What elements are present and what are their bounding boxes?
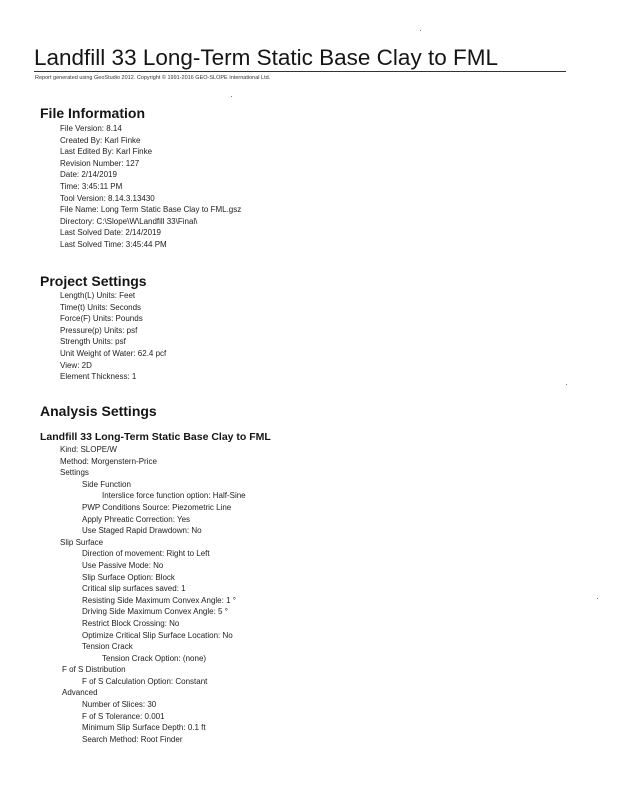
setting-line: PWP Conditions Source: Piezometric Line xyxy=(82,502,232,512)
property-line: Revision Number: 127 xyxy=(60,158,140,168)
file-information-list xyxy=(60,123,241,251)
setting-line: Direction of movement: Right to Left xyxy=(82,549,210,559)
property-line: Time: 3:45:11 PM xyxy=(60,181,123,191)
setting-line: Minimum Slip Surface Depth: 0.1 ft xyxy=(82,723,206,733)
setting-line: F of S Distribution xyxy=(62,665,126,675)
setting-line: Kind: SLOPE/W xyxy=(60,445,117,454)
setting-line: F of S Calculation Option: Constant xyxy=(82,676,208,686)
property-line: Pressure(p) Units: psf xyxy=(60,325,138,335)
setting-line: Tension Crack Option: (none) xyxy=(102,653,207,663)
setting-line: Critical slip surfaces saved: 1 xyxy=(82,584,186,594)
property-line: Created By: Karl Finke xyxy=(60,135,141,145)
project-settings-list xyxy=(60,290,166,383)
analysis-settings-heading: Analysis Settings xyxy=(40,403,157,419)
project-settings-heading: Project Settings xyxy=(40,273,147,289)
report-credit: Report generated using GeoStudio 2012. Copyright © 1991-2016 GEO-SLOPE International Ltd. xyxy=(35,75,271,81)
setting-line: Number of Slices: 30 xyxy=(82,700,157,710)
property-line: Strength Units: psf xyxy=(60,337,126,347)
scan-speck xyxy=(231,96,232,97)
property-line: Directory: C:\Slope\W\Landfill 33\Final\ xyxy=(60,216,198,226)
setting-line: Driving Side Maximum Convex Angle: 5 ° xyxy=(82,607,228,617)
property-line: Element Thickness: 1 xyxy=(60,372,137,382)
scan-speck xyxy=(420,30,421,31)
property-line: File Name: Long Term Static Base Clay to FML.gsz xyxy=(60,205,242,215)
setting-line: Side Function xyxy=(82,479,131,489)
title-rule xyxy=(34,71,566,72)
setting-line: Optimize Critical Slip Surface Location: No xyxy=(82,630,233,640)
report-title: Landfill 33 Long-Term Static Base Clay to FML xyxy=(34,45,498,70)
property-line: Last Edited By: Karl Finke xyxy=(60,147,153,157)
scan-speck xyxy=(597,598,598,599)
property-line: Tool Version: 8.14.3.13430 xyxy=(60,193,155,203)
property-line: Date: 2/14/2019 xyxy=(60,170,117,180)
setting-line: Slip Surface xyxy=(60,537,104,547)
setting-line: F of S Tolerance: 0.001 xyxy=(82,711,165,721)
property-line: File Version: 8.14 xyxy=(60,124,122,133)
property-line: Time(t) Units: Seconds xyxy=(60,302,142,312)
setting-line: Use Passive Mode: No xyxy=(82,560,164,570)
setting-line: Slip Surface Option: Block xyxy=(82,572,175,582)
setting-line: Apply Phreatic Correction: Yes xyxy=(82,514,191,524)
analysis-settings-list xyxy=(0,444,246,745)
scan-speck xyxy=(566,384,567,385)
property-line: Unit Weight of Water: 62.4 pcf xyxy=(60,348,167,358)
setting-line: Restrict Block Crossing: No xyxy=(82,618,180,628)
property-line: Length(L) Units: Feet xyxy=(60,291,136,300)
setting-line: Tension Crack xyxy=(82,642,133,652)
file-information-heading: File Information xyxy=(40,105,145,121)
setting-line: Use Staged Rapid Drawdown: No xyxy=(82,526,202,536)
property-line: Last Solved Date: 2/14/2019 xyxy=(60,228,161,238)
setting-line: Search Method: Root Finder xyxy=(82,734,183,744)
setting-line: Settings xyxy=(60,468,89,478)
setting-line: Resisting Side Maximum Convex Angle: 1 ° xyxy=(82,595,236,605)
analysis-name-heading: Landfill 33 Long-Term Static Base Clay to FML xyxy=(40,431,271,443)
setting-line: Advanced xyxy=(62,688,98,698)
setting-line: Interslice force function option: Half-Sine xyxy=(102,491,246,501)
property-line: Last Solved Time: 3:45:44 PM xyxy=(60,239,167,249)
property-line: View: 2D xyxy=(60,360,92,370)
setting-line: Method: Morgenstern-Price xyxy=(60,456,157,466)
property-line: Force(F) Units: Pounds xyxy=(60,314,143,324)
